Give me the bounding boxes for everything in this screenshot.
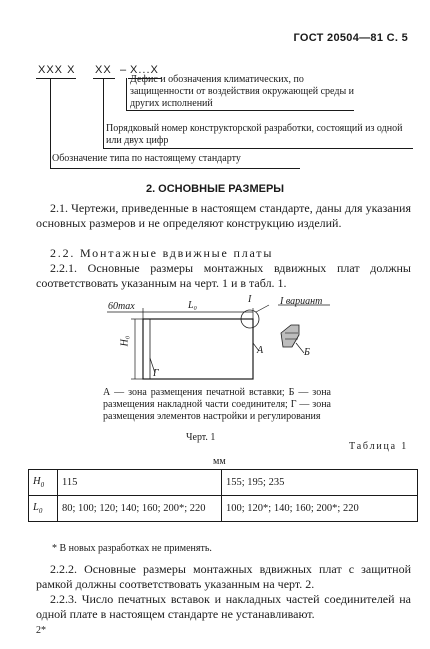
code-part-1: XXX X [38, 64, 76, 76]
leader-1 [50, 78, 51, 168]
table-footnote: * В новых разработках не применять. [52, 543, 212, 554]
section-title: 2. ОСНОВНЫЕ РАЗМЕРЫ [145, 183, 285, 195]
label-B: Б [304, 347, 310, 358]
code-part-3: X...X [130, 64, 159, 76]
label-climate: Дефис и обозначения климатических, по защищенности от воздействия окружающей среды и других исполнений [130, 74, 355, 109]
table-1 [28, 469, 418, 522]
variant-label: I вариант [280, 296, 323, 307]
row-symbol: $L_0$ [29, 496, 58, 522]
underline-1 [36, 78, 76, 79]
label-number: Порядковый номер конструкторской разработки, состоящий из одной или двух цифр [106, 123, 403, 146]
code-part-2: XX [95, 64, 112, 76]
dim-60max: 60max [108, 301, 135, 312]
label-G: Г [153, 368, 159, 379]
paragraph-2-2: 2.2. Монтажные вдвижные платы [50, 246, 274, 260]
dim-H0: H₀ [119, 335, 131, 347]
row-col2: 155; 195; 235 [222, 470, 418, 496]
label-type: Обозначение типа по настоящему стандарту [52, 153, 241, 164]
label-A: А [257, 345, 264, 356]
dash-separator: – [120, 64, 128, 76]
row-col1: 115 [58, 470, 222, 496]
leader-2-h [103, 148, 413, 149]
leader-3-h [126, 110, 354, 111]
paragraph-2-2-2: 2.2.2. Основные размеры монтажных вдвижных плат с защитной рамкой должны соответствовать указанным на черт. 2. [36, 562, 411, 591]
row-col2: 100; 120*; 140; 160; 200*; 220 [222, 496, 418, 522]
drawing-title: Черт. 1 [186, 432, 216, 443]
drawing-caption: А — зона размещения печатной вставки; Б — зона размещения накладной части соединителя; Г — зона размещения элементов настройки и регулирования [103, 387, 331, 422]
paragraph-2-1: 2.1. Чертежи, приведенные в настоящем стандарте, даны для указания основных размеров и не определяют конструкцию изделий. [36, 201, 411, 230]
underline-2 [93, 78, 115, 79]
board-outline [143, 319, 253, 379]
paragraph-2-2-3: 2.2.3. Число печатных вставок и накладных частей соединителей на одной плате в настоящем стандарте не устанавливают. [36, 592, 411, 621]
table-unit: мм [213, 456, 226, 467]
variant-num: I [248, 294, 252, 305]
table-title: Таблица 1 [349, 441, 408, 452]
table-row [29, 496, 418, 522]
leader-1-h [50, 168, 300, 169]
leader-2 [103, 78, 104, 148]
page-mark: 2* [36, 625, 46, 636]
table-row [29, 470, 418, 496]
leader-3 [126, 78, 127, 110]
paragraph-2-2-1: 2.2.1. Основные размеры монтажных вдвижных плат должны соответствовать указанным на черт. 1 и в табл. 1. [36, 261, 411, 290]
standard-header: ГОСТ 20504—81 С. 5 [293, 32, 408, 44]
dim-L0: L₀ [188, 300, 198, 311]
leader-B [296, 343, 304, 353]
row-col1: 80; 100; 120; 140; 160; 200*; 220 [58, 496, 222, 522]
row-symbol: $H_0$ [29, 470, 58, 496]
